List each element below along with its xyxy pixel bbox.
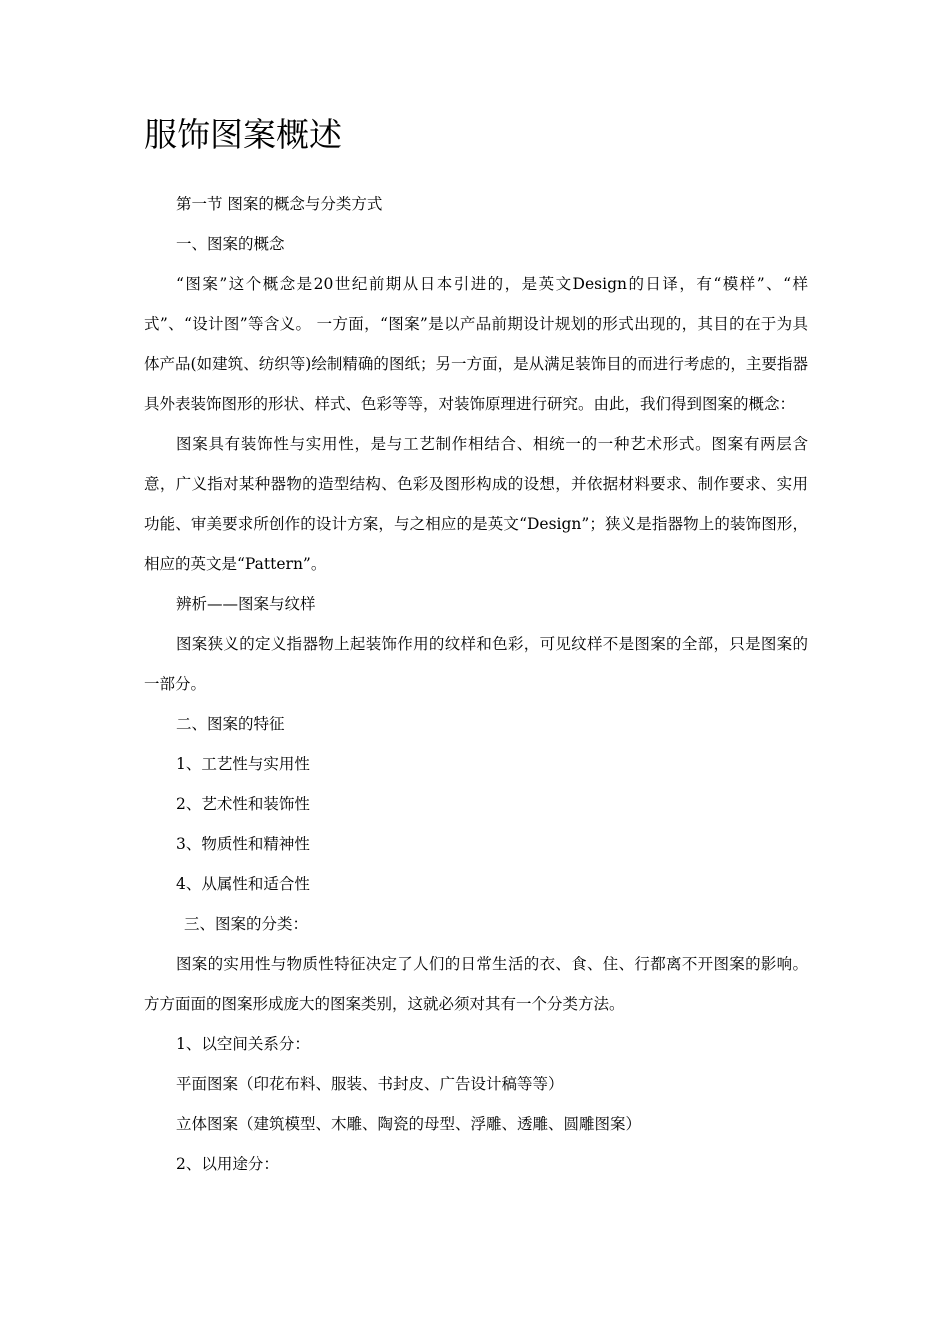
list-item: 2、以用途分： — [176, 1155, 279, 1173]
list-item: 1、以空间关系分： — [176, 1035, 310, 1053]
list-item: 3、物质性和精神性 — [176, 835, 310, 853]
subsection-heading: 一、图案的概念 — [176, 235, 285, 253]
document-body — [144, 184, 808, 1184]
body-paragraph: 图案具有装饰性与实用性，是与工艺制作相结合、相统一的一种艺术形式。图案有两层含意，广义指对某种器物的造型结构、色彩及图形构成的设想，并依据材料要求、制作要求、实用功能、审美要求所创作的设计方案，与之相应的是英文“Design”；狭义是指器物上的装饰图形，相应的英文是“Pattern”。 — [144, 435, 808, 573]
subsection-heading: 二、图案的特征 — [176, 715, 285, 733]
page-title: 服饰图案概述 — [144, 115, 342, 154]
body-paragraph: 平面图案（印花布料、服装、书封皮、广告设计稿等等） — [176, 1075, 564, 1093]
subsection-heading: 辨析——图案与纹样 — [176, 595, 316, 613]
list-item: 1、工艺性与实用性 — [176, 755, 310, 773]
section-heading: 第一节 图案的概念与分类方式 — [176, 195, 383, 213]
body-paragraph: 立体图案（建筑模型、木雕、陶瓷的母型、浮雕、透雕、圆雕图案） — [176, 1115, 642, 1133]
list-item: 2、艺术性和装饰性 — [176, 795, 310, 813]
list-item: 4、从属性和适合性 — [176, 875, 310, 893]
body-paragraph: 图案的实用性与物质性特征决定了人们的日常生活的衣、食、住、行都离不开图案的影响。方方面面的图案形成庞大的图案类别，这就必须对其有一个分类方法。 — [144, 955, 808, 1013]
subsection-heading: 三、图案的分类： — [184, 915, 309, 933]
body-paragraph: 图案狭义的定义指器物上起装饰作用的纹样和色彩，可见纹样不是图案的全部，只是图案的一部分。 — [144, 635, 808, 693]
body-paragraph: “图案”这个概念是20世纪前期从日本引进的，是英文Design的日译，有“模样”、“样式”、“设计图”等含义。 一方面，“图案”是以产品前期设计规划的形式出现的，其目的在于为具体产品(如建筑、纺织等)绘制精确的图纸；另一方面，是从满足装饰目的而进行考虑的，主要指器具外表装饰图形的形状、样式、色彩等等，对装饰原理进行研究。由此，我们得到图案的概念： — [144, 275, 808, 413]
